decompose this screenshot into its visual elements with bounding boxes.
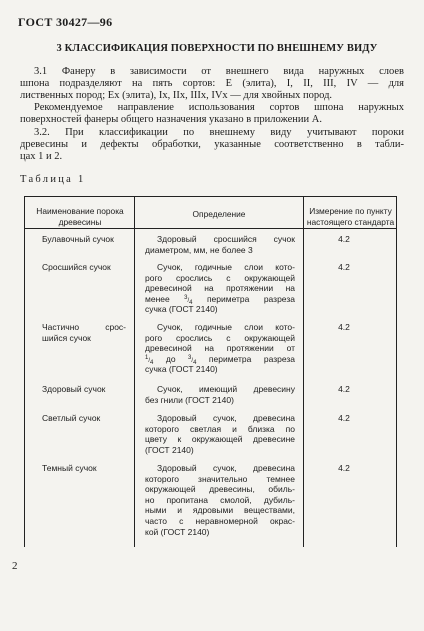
row-4-reference: 4.2 xyxy=(338,384,350,394)
cell-line: рого срослись с окружающей xyxy=(145,332,295,343)
fraction-numerator: 3 xyxy=(184,294,188,301)
paragraph-line: поверхностей фанеры общего назначения указано в приложении А. xyxy=(20,113,322,125)
cell-line: Здоровый сучок, древесина xyxy=(157,413,295,423)
cell-line: Здоровый сучок, древесина xyxy=(157,463,295,473)
cell-line: окружающей древесины, обиль- xyxy=(145,484,295,495)
fraction-three-quarters: 3/4 xyxy=(184,294,193,306)
cell-line: часто с неравномерной окрас- xyxy=(145,515,295,526)
header-defect-name xyxy=(26,206,134,227)
row-3-name xyxy=(42,322,126,343)
cell-line: которого значительно темнее xyxy=(145,473,295,484)
paragraph-line: шпона подразделяют на пять сортов: Е (элита), I, II, III, IV — для xyxy=(20,77,404,89)
header-line: древесины xyxy=(58,216,102,227)
fraction-one-quarter: 1/4 xyxy=(145,354,154,366)
fraction-numerator: 3 xyxy=(188,354,192,361)
row-5-definition xyxy=(145,413,295,455)
header-line: Определение xyxy=(192,209,246,219)
cell-line: Здоровый сучок xyxy=(42,384,106,394)
paragraph-recommendation xyxy=(20,102,404,126)
cell-line: рого срослись с окружающей xyxy=(145,272,295,283)
cell-line: но пропитана смолой, дубиль- xyxy=(145,494,295,505)
header-line: настоящего стандарта xyxy=(306,216,395,227)
cell-line-fraction xyxy=(145,294,295,305)
row-3-definition xyxy=(145,322,295,375)
row-1-name xyxy=(42,234,114,245)
paragraph-line: 3.2. При классификации по внешнему виду учитывают пороки xyxy=(34,127,404,138)
row-6-name xyxy=(42,463,97,474)
header-line: Наименование порока xyxy=(36,206,124,216)
row-2-reference: 4.2 xyxy=(338,262,350,272)
cell-line: Булавочный сучок xyxy=(42,234,114,244)
cell-line: Сучок, имеющий древесину xyxy=(157,384,295,394)
cell-text: периметра разреза xyxy=(196,353,295,364)
cell-line: кой (ГОСТ 2140) xyxy=(145,526,210,537)
document-code: ГОСТ 30427—96 xyxy=(18,15,113,29)
fraction-denominator: 4 xyxy=(150,359,154,366)
paragraph-line: лиственных пород; Ех (элита), Iх, IIх, IIIх, IVх — для хвойных пород. xyxy=(20,89,333,101)
paragraph-3-1 xyxy=(20,66,404,101)
cell-line: Темный сучок xyxy=(42,463,97,473)
fraction-numerator: 1 xyxy=(145,354,149,361)
header-line: Измерение по пункту xyxy=(309,206,392,216)
cell-line: Светлый сучок xyxy=(42,413,101,423)
row-2-definition xyxy=(145,262,295,315)
defects-table xyxy=(24,196,397,547)
fraction-denominator: 4 xyxy=(193,359,197,366)
paragraph-3-2 xyxy=(20,127,404,162)
cell-line: без гнили (ГОСТ 2140) xyxy=(145,394,234,405)
row-4-name xyxy=(42,384,105,395)
row-6-definition xyxy=(145,463,295,537)
row-1-definition xyxy=(145,234,295,255)
paragraph-line: цах 1 и 2. xyxy=(20,150,63,162)
cell-line: сучка (ГОСТ 2140) xyxy=(145,364,218,375)
fraction-three-quarters: 3/4 xyxy=(188,354,197,366)
cell-line: которого светлая и близка по xyxy=(145,423,295,434)
row-4-definition xyxy=(145,384,295,405)
row-5-reference: 4.2 xyxy=(338,413,350,423)
section-heading: 3 КЛАССИФИКАЦИЯ ПОВЕРХНОСТИ ПО ВНЕШНЕМУ ВИДУ xyxy=(56,43,378,54)
row-6-reference: 4.2 xyxy=(338,463,350,473)
page-number: 2 xyxy=(12,560,18,572)
table-caption: Таблица 1 xyxy=(20,174,86,185)
fraction-denominator: 4 xyxy=(189,299,193,306)
cell-line: Сучок, годичные слои кото- xyxy=(157,262,295,272)
cell-line: (ГОСТ 2140) xyxy=(145,444,194,455)
cell-line: цвету к окружающей древесине xyxy=(145,434,295,445)
header-reference xyxy=(305,206,396,227)
cell-line: Сросшийся сучок xyxy=(42,262,111,272)
cell-line: сучка (ГОСТ 2140) xyxy=(145,304,218,315)
cell-text: периметра разреза xyxy=(192,293,295,304)
cell-line-fraction xyxy=(145,354,295,365)
cell-line: древесиной на протяжении на xyxy=(145,283,295,294)
row-2-name xyxy=(42,262,111,273)
cell-line: Частично срос- xyxy=(42,322,126,332)
row-3-reference: 4.2 xyxy=(338,322,350,332)
row-5-name xyxy=(42,413,100,424)
cell-line: Здоровый сросшийся сучок xyxy=(157,234,295,244)
paragraph-line: 3.1 Фанеру в зависимости от внешнего вида наружных слоев xyxy=(34,66,404,77)
paragraph-line: древесины и дефекты обработки, указанные соответственно в табли- xyxy=(20,138,404,150)
cell-line: ными и ядровыми веществами, xyxy=(145,505,295,516)
paragraph-line: Рекомендуемое направление использования сортов шпона наружных xyxy=(34,102,404,113)
cell-line: древесиной на протяжении от xyxy=(145,343,295,354)
row-1-reference: 4.2 xyxy=(338,234,350,244)
cell-line: Сучок, годичные слои кото- xyxy=(157,322,295,332)
cell-line: диаметром, мм, не более 3 xyxy=(145,244,253,255)
cell-text: до xyxy=(153,353,189,364)
header-definition xyxy=(136,209,302,220)
cell-text: менее xyxy=(145,293,185,304)
cell-line: шийся сучок xyxy=(42,332,91,343)
